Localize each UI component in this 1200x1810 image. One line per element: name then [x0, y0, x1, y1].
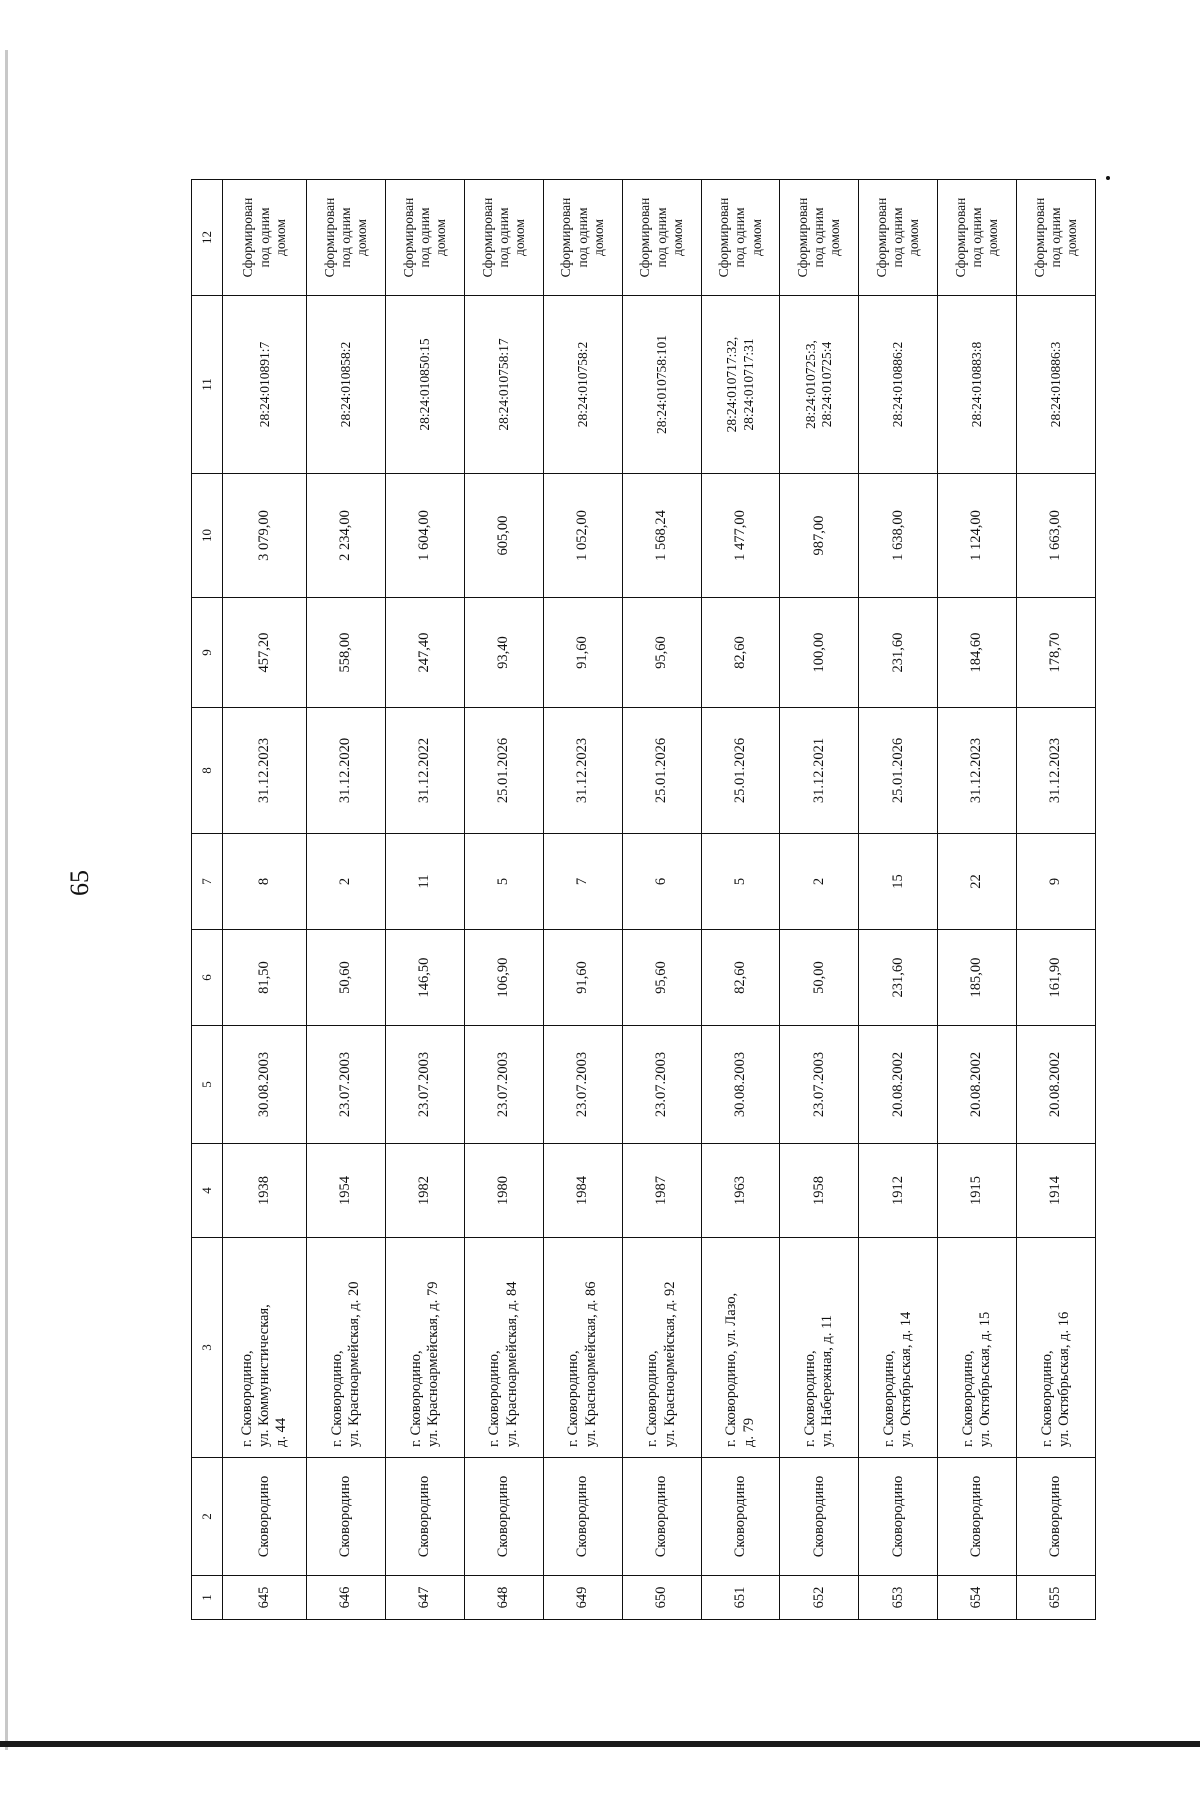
area-cell: 82,60 [701, 930, 780, 1026]
table-body [223, 180, 1096, 1620]
land-status-cell: Сформирован под одним домом [307, 180, 386, 296]
settlement-cell: Сковородино [543, 1458, 622, 1576]
year-built-cell: 1982 [386, 1144, 465, 1238]
table-row [543, 180, 622, 1620]
rotated-table-wrapper [191, 180, 1096, 1620]
land-area-cell: 3 079,00 [223, 474, 307, 598]
address-cell: г. Сковородино, ул. Набережная, д. 11 [780, 1238, 859, 1458]
settlement-cell: Сковородино [223, 1458, 307, 1576]
row-number-cell: 646 [307, 1576, 386, 1620]
table-row [622, 180, 701, 1620]
cadastral-number-cell: 28:24:010858:2 [307, 296, 386, 474]
column-header-12: 12 [192, 180, 223, 296]
year-built-cell: 1963 [701, 1144, 780, 1238]
cadastral-number-cell: 28:24:010758:2 [543, 296, 622, 474]
date-cell: 20.08.2002 [938, 1026, 1017, 1144]
date-cell: 20.08.2002 [1017, 1026, 1096, 1144]
living-area-cell: 247,40 [386, 598, 465, 708]
area-cell: 95,60 [622, 930, 701, 1026]
land-area-cell: 1 477,00 [701, 474, 780, 598]
date-cell: 23.07.2003 [464, 1026, 543, 1144]
living-area-cell: 558,00 [307, 598, 386, 708]
cadastral-number-cell: 28:24:010891:7 [223, 296, 307, 474]
year-built-cell: 1914 [1017, 1144, 1096, 1238]
row-number-cell: 649 [543, 1576, 622, 1620]
table-row [701, 180, 780, 1620]
address-cell: г. Сковородино, ул. Красноармейская, д. 79 [386, 1238, 465, 1458]
address-cell: г. Сковородино, ул. Красноармейская, д. 84 [464, 1238, 543, 1458]
column-header-2: 2 [192, 1458, 223, 1576]
land-area-cell: 1 604,00 [386, 474, 465, 598]
column-header-6: 6 [192, 930, 223, 1026]
settlement-cell: Сковородино [938, 1458, 1017, 1576]
living-area-cell: 231,60 [859, 598, 938, 708]
area-cell: 231,60 [859, 930, 938, 1026]
settlement-cell: Сковородино [859, 1458, 938, 1576]
settlement-cell: Сковородино [464, 1458, 543, 1576]
deadline-cell: 31.12.2022 [386, 708, 465, 834]
living-area-cell: 100,00 [780, 598, 859, 708]
column-header-9: 9 [192, 598, 223, 708]
address-cell: г. Сковородино, ул. Коммунистическая, д. 44 [223, 1238, 307, 1458]
living-area-cell: 178,70 [1017, 598, 1096, 708]
year-built-cell: 1987 [622, 1144, 701, 1238]
address-cell: г. Сковородино, ул. Октябрьская, д. 16 [1017, 1238, 1096, 1458]
units-cell: 6 [622, 834, 701, 930]
year-built-cell: 1958 [780, 1144, 859, 1238]
area-cell: 185,00 [938, 930, 1017, 1026]
table-row [859, 180, 938, 1620]
land-area-cell: 605,00 [464, 474, 543, 598]
date-cell: 20.08.2002 [859, 1026, 938, 1144]
deadline-cell: 31.12.2023 [223, 708, 307, 834]
land-status-cell: Сформирован под одним домом [780, 180, 859, 296]
year-built-cell: 1912 [859, 1144, 938, 1238]
date-cell: 23.07.2003 [780, 1026, 859, 1144]
land-area-cell: 987,00 [780, 474, 859, 598]
units-cell: 22 [938, 834, 1017, 930]
deadline-cell: 25.01.2026 [859, 708, 938, 834]
date-cell: 23.07.2003 [543, 1026, 622, 1144]
table-row [307, 180, 386, 1620]
row-number-cell: 654 [938, 1576, 1017, 1620]
column-header-5: 5 [192, 1026, 223, 1144]
units-cell: 15 [859, 834, 938, 930]
column-header-7: 7 [192, 834, 223, 930]
date-cell: 30.08.2003 [223, 1026, 307, 1144]
deadline-cell: 31.12.2023 [938, 708, 1017, 834]
date-cell: 30.08.2003 [701, 1026, 780, 1144]
land-status-cell: Сформирован под одним домом [464, 180, 543, 296]
land-area-cell: 1 052,00 [543, 474, 622, 598]
units-cell: 5 [701, 834, 780, 930]
address-cell: г. Сковородино, ул. Красноармейская, д. 92 [622, 1238, 701, 1458]
deadline-cell: 31.12.2020 [307, 708, 386, 834]
units-cell: 8 [223, 834, 307, 930]
year-built-cell: 1980 [464, 1144, 543, 1238]
units-cell: 7 [543, 834, 622, 930]
year-built-cell: 1984 [543, 1144, 622, 1238]
land-status-cell: Сформирован под одним домом [622, 180, 701, 296]
page-left-edge [5, 50, 8, 1750]
row-number-cell: 650 [622, 1576, 701, 1620]
header-row [192, 180, 223, 1620]
row-number-cell: 653 [859, 1576, 938, 1620]
area-cell: 81,50 [223, 930, 307, 1026]
address-cell: г. Сковородино, ул. Красноармейская, д. 20 [307, 1238, 386, 1458]
cadastral-number-cell: 28:24:010725:3, 28:24:010725:4 [780, 296, 859, 474]
table-row [464, 180, 543, 1620]
table-row [386, 180, 465, 1620]
land-status-cell: Сформирован под одним домом [859, 180, 938, 296]
units-cell: 11 [386, 834, 465, 930]
cadastral-number-cell: 28:24:010717:32, 28:24:010717:31 [701, 296, 780, 474]
address-cell: г. Сковородино, ул. Красноармейская, д. 86 [543, 1238, 622, 1458]
address-cell: г. Сковородино, ул. Октябрьская, д. 15 [938, 1238, 1017, 1458]
area-cell: 50,60 [307, 930, 386, 1026]
living-area-cell: 95,60 [622, 598, 701, 708]
land-area-cell: 1 124,00 [938, 474, 1017, 598]
cadastral-number-cell: 28:24:010758:17 [464, 296, 543, 474]
area-cell: 50,00 [780, 930, 859, 1026]
row-number-cell: 645 [223, 1576, 307, 1620]
address-cell: г. Сковородино, ул. Лазо, д. 79 [701, 1238, 780, 1458]
housing-table [191, 179, 1096, 1620]
page-number: 65 [65, 870, 94, 896]
deadline-cell: 31.12.2021 [780, 708, 859, 834]
row-number-cell: 652 [780, 1576, 859, 1620]
land-status-cell: Сформирован под одним домом [1017, 180, 1096, 296]
settlement-cell: Сковородино [1017, 1458, 1096, 1576]
row-number-cell: 648 [464, 1576, 543, 1620]
units-cell: 2 [307, 834, 386, 930]
date-cell: 23.07.2003 [386, 1026, 465, 1144]
table-row [938, 180, 1017, 1620]
table-row [780, 180, 859, 1620]
column-header-11: 11 [192, 296, 223, 474]
cadastral-number-cell: 28:24:010850:15 [386, 296, 465, 474]
date-cell: 23.07.2003 [622, 1026, 701, 1144]
deadline-cell: 31.12.2023 [543, 708, 622, 834]
land-status-cell: Сформирован под одним домом [938, 180, 1017, 296]
column-header-3: 3 [192, 1238, 223, 1458]
deadline-cell: 31.12.2023 [1017, 708, 1096, 834]
column-header-8: 8 [192, 708, 223, 834]
living-area-cell: 93,40 [464, 598, 543, 708]
living-area-cell: 91,60 [543, 598, 622, 708]
row-number-cell: 655 [1017, 1576, 1096, 1620]
land-status-cell: Сформирован под одним домом [543, 180, 622, 296]
deadline-cell: 25.01.2026 [464, 708, 543, 834]
living-area-cell: 457,20 [223, 598, 307, 708]
cadastral-number-cell: 28:24:010886:3 [1017, 296, 1096, 474]
column-header-10: 10 [192, 474, 223, 598]
units-cell: 9 [1017, 834, 1096, 930]
year-built-cell: 1954 [307, 1144, 386, 1238]
column-header-1: 1 [192, 1576, 223, 1620]
area-cell: 91,60 [543, 930, 622, 1026]
area-cell: 161,90 [1017, 930, 1096, 1026]
address-cell: г. Сковородино, ул. Октябрьская, д. 14 [859, 1238, 938, 1458]
cadastral-number-cell: 28:24:010886:2 [859, 296, 938, 474]
land-status-cell: Сформирован под одним домом [386, 180, 465, 296]
page-bottom-edge [0, 1741, 1200, 1747]
area-cell: 106,90 [464, 930, 543, 1026]
cadastral-number-cell: 28:24:010758:101 [622, 296, 701, 474]
settlement-cell: Сковородино [701, 1458, 780, 1576]
settlement-cell: Сковородино [780, 1458, 859, 1576]
land-area-cell: 2 234,00 [307, 474, 386, 598]
year-built-cell: 1938 [223, 1144, 307, 1238]
table-row [1017, 180, 1096, 1620]
stray-mark [1106, 176, 1110, 180]
land-area-cell: 1 663,00 [1017, 474, 1096, 598]
deadline-cell: 25.01.2026 [701, 708, 780, 834]
settlement-cell: Сковородино [622, 1458, 701, 1576]
cadastral-number-cell: 28:24:010883:8 [938, 296, 1017, 474]
land-area-cell: 1 568,24 [622, 474, 701, 598]
row-number-cell: 651 [701, 1576, 780, 1620]
living-area-cell: 184,60 [938, 598, 1017, 708]
deadline-cell: 25.01.2026 [622, 708, 701, 834]
table-row [223, 180, 307, 1620]
column-header-4: 4 [192, 1144, 223, 1238]
area-cell: 146,50 [386, 930, 465, 1026]
land-status-cell: Сформирован под одним домом [701, 180, 780, 296]
date-cell: 23.07.2003 [307, 1026, 386, 1144]
living-area-cell: 82,60 [701, 598, 780, 708]
settlement-cell: Сковородино [386, 1458, 465, 1576]
units-cell: 5 [464, 834, 543, 930]
settlement-cell: Сковородино [307, 1458, 386, 1576]
land-status-cell: Сформирован под одним домом [223, 180, 307, 296]
land-area-cell: 1 638,00 [859, 474, 938, 598]
row-number-cell: 647 [386, 1576, 465, 1620]
year-built-cell: 1915 [938, 1144, 1017, 1238]
units-cell: 2 [780, 834, 859, 930]
